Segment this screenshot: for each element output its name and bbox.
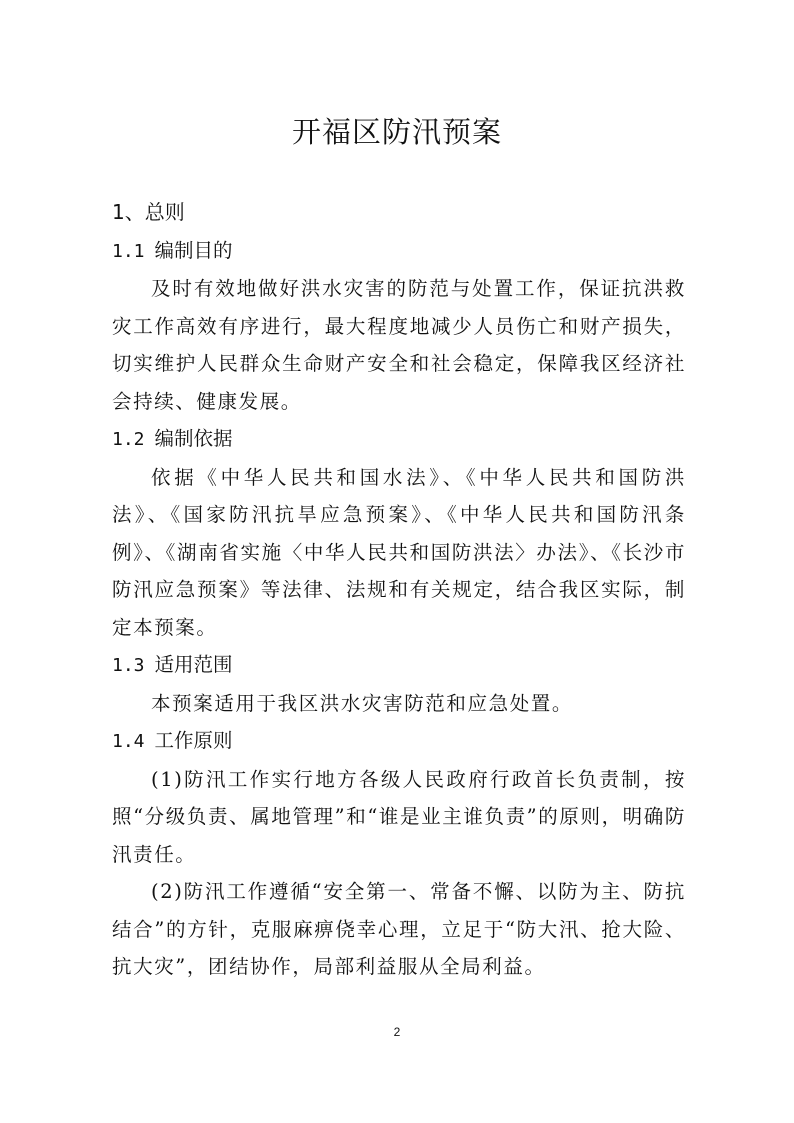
page-number: 2 [393,1025,401,1039]
subsection-number: 1.4 [112,731,145,752]
subsection-title: 编制目的 [154,238,233,262]
subsection-heading-1-4 [112,722,686,761]
subsection-number: 1.3 [112,655,145,676]
subsection-number: 1.2 [112,429,145,450]
document-body [112,194,686,986]
paragraph-1-1-1: 及时有效地做好洪水灾害的防范与处置工作，保证抗洪救灾工作高效有序进行，最大程度地减少人员伤亡和财产损失，切实维护人民群众生命财产安全和社会稳定，保障我区经济社会持续、健康发展。 [112,277,686,413]
paragraph-1-4-2: (2)防汛工作遵循“安全第一、常备不懈、以防为主、防抗结合”的方针，克服麻痹侥幸心理，立足于“防大汛、抢大险、抗大灾”，团结协作，局部利益服从全局利益。 [112,880,686,978]
section-heading-1: 1、总则 [112,200,185,224]
subsection-heading-1-3 [112,646,686,685]
document-title: 开福区防汛预案 [291,115,502,149]
paragraph-1-3-1: 本预案适用于我区洪水灾害防范和应急处置。 [151,691,574,715]
subsection-title: 工作原则 [154,729,233,752]
paragraph-1-4-1: (1)防汛工作实行地方各级人民政府行政首长负责制，按照“分级负责、属地管理”和“谁是业主谁负责”的原则，明确防汛责任。 [112,767,686,866]
subsection-heading-1-1 [112,232,686,271]
subsection-title: 编制依据 [154,427,233,450]
paragraph-1-2-1: 依据《中华人民共和国水法》、《中华人民共和国防洪法》、《国家防汛抗旱应急预案》、《中华人民共和国防汛条例》、《湖南省实施〈中华人民共和国防洪法〉办法》、《长沙市防汛应急预案》等法律、法规和有关规定，结合我区实际，制定本预案。 [112,465,686,639]
subsection-number: 1.1 [112,240,145,262]
subsection-heading-1-2 [112,420,686,459]
subsection-title: 适用范围 [154,653,233,676]
